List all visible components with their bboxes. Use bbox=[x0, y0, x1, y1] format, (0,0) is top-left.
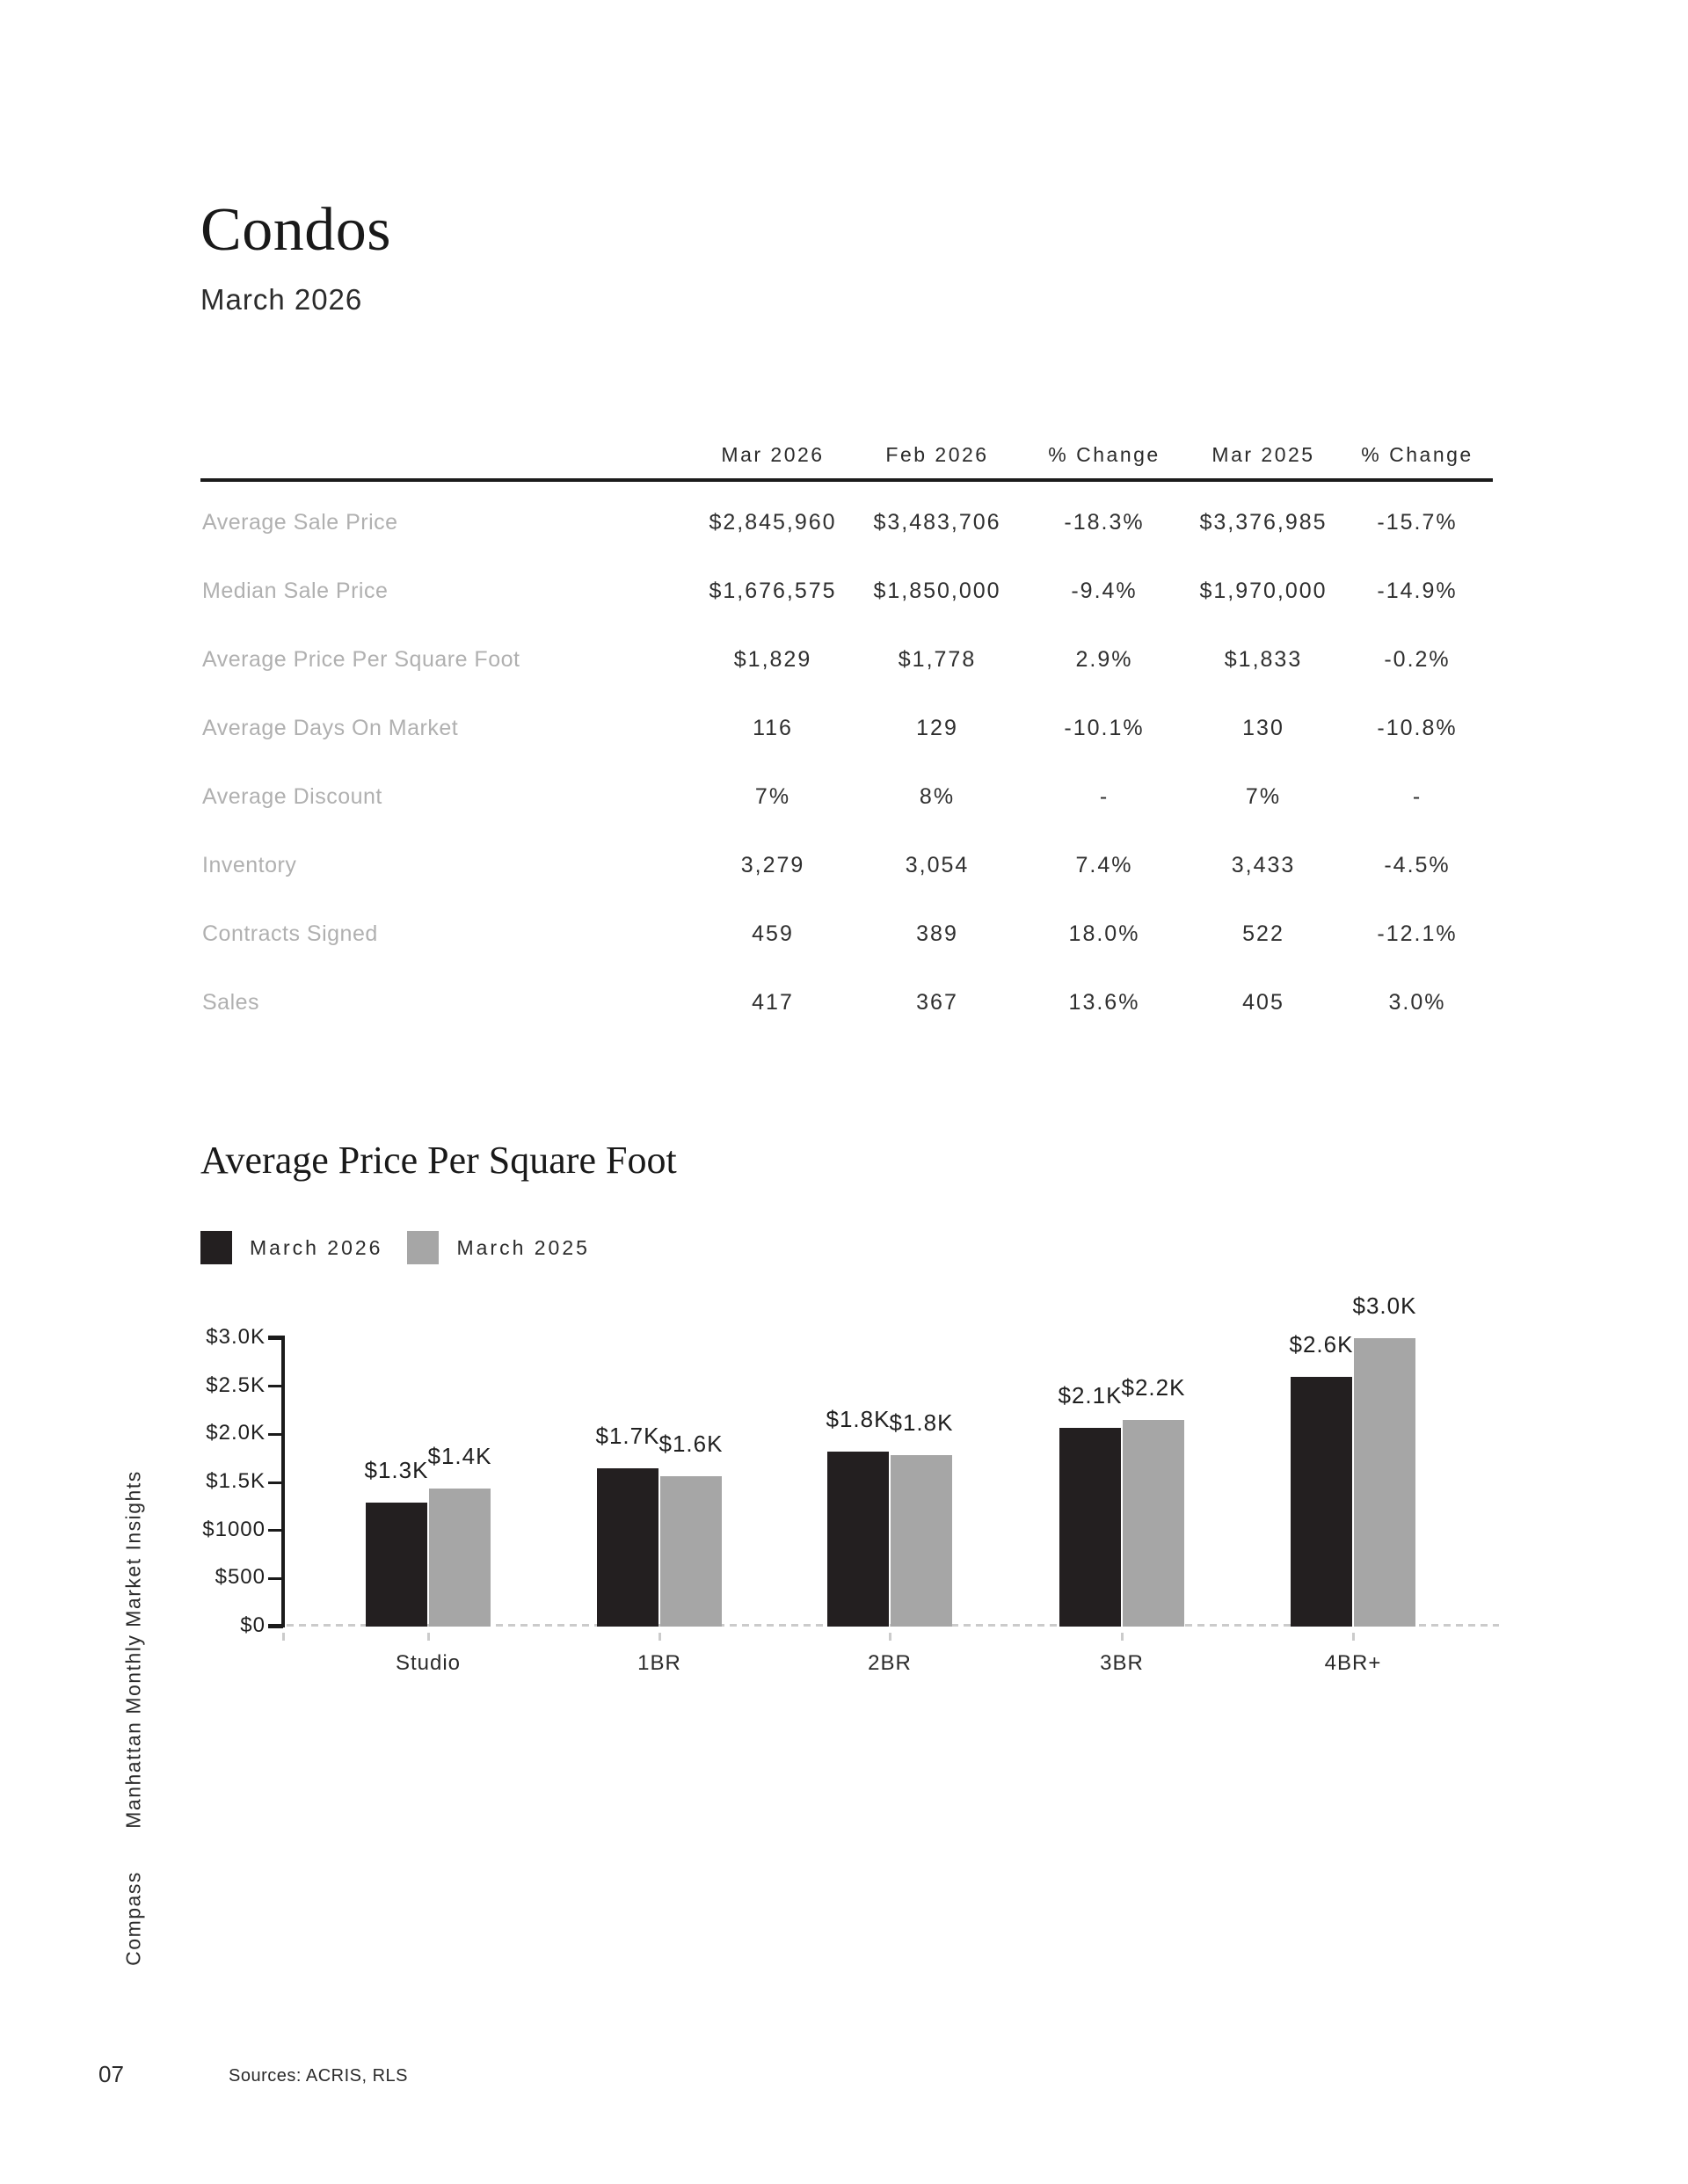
metric-value: -0.2% bbox=[1384, 646, 1451, 672]
category-label: 2BR bbox=[868, 1651, 912, 1675]
column-header: Mar 2026 bbox=[721, 442, 825, 466]
metric-value: $1,833 bbox=[1224, 646, 1303, 672]
y-axis-tick-label: $1000 bbox=[202, 1517, 266, 1541]
y-axis-tick bbox=[268, 1481, 283, 1484]
bar-value-label: $1.8K bbox=[889, 1409, 954, 1436]
bar-march-2025 bbox=[1354, 1338, 1415, 1627]
legend-item bbox=[407, 1231, 589, 1264]
metric-label: Average Sale Price bbox=[202, 509, 398, 535]
bar-march-2025 bbox=[891, 1455, 952, 1627]
metric-value: 405 bbox=[1242, 989, 1284, 1015]
page-title: Condos bbox=[200, 196, 391, 264]
metric-value: 417 bbox=[752, 989, 794, 1015]
x-axis-subtick bbox=[427, 1633, 430, 1641]
metric-value: 8% bbox=[919, 783, 956, 809]
metric-label: Contracts Signed bbox=[202, 921, 378, 946]
metric-row bbox=[200, 488, 1493, 557]
bar-march-2026 bbox=[1291, 1377, 1352, 1627]
y-axis-tick-label: $500 bbox=[215, 1565, 266, 1590]
y-axis-tick bbox=[268, 1385, 283, 1387]
x-axis-subtick bbox=[1121, 1633, 1124, 1641]
bar-march-2026 bbox=[1059, 1428, 1121, 1627]
metric-value: 367 bbox=[916, 989, 958, 1015]
legend-swatch bbox=[407, 1231, 439, 1264]
metric-value: $3,483,706 bbox=[873, 509, 1001, 535]
metric-label: Sales bbox=[202, 989, 260, 1015]
bar-march-2025 bbox=[1123, 1420, 1184, 1627]
metric-row bbox=[200, 899, 1493, 968]
metric-value: -4.5% bbox=[1384, 852, 1451, 877]
legend-item bbox=[200, 1231, 382, 1264]
metric-label: Average Discount bbox=[202, 783, 382, 809]
category-label: 1BR bbox=[637, 1651, 681, 1675]
metric-value: -18.3% bbox=[1064, 509, 1145, 535]
y-axis-tick bbox=[268, 1624, 283, 1628]
metric-row bbox=[200, 762, 1493, 831]
metric-row bbox=[200, 625, 1493, 694]
metric-value: $2,845,960 bbox=[709, 509, 837, 535]
metric-value: 7% bbox=[754, 783, 791, 809]
table-body bbox=[200, 482, 1493, 1037]
stats-table bbox=[200, 431, 1493, 1037]
category-label: 4BR+ bbox=[1324, 1651, 1382, 1675]
bar-value-label: $2.1K bbox=[1058, 1382, 1123, 1409]
metric-value: 3,054 bbox=[905, 852, 970, 877]
metric-value: $1,829 bbox=[733, 646, 812, 672]
metric-value: $3,376,985 bbox=[1199, 509, 1328, 535]
metric-value: -9.4% bbox=[1071, 578, 1138, 603]
metric-value: 459 bbox=[752, 921, 794, 946]
metric-value: $1,676,575 bbox=[709, 578, 837, 603]
bar-value-label: $2.6K bbox=[1289, 1331, 1354, 1358]
column-header: % Change bbox=[1361, 442, 1473, 466]
metric-value: 7.4% bbox=[1075, 852, 1133, 877]
legend-label: March 2026 bbox=[250, 1235, 383, 1259]
metric-row bbox=[200, 831, 1493, 899]
x-axis-subtick bbox=[1352, 1633, 1355, 1641]
y-axis-tick bbox=[268, 1577, 283, 1580]
metric-value: -12.1% bbox=[1377, 921, 1458, 946]
bar-value-label: $1.3K bbox=[364, 1457, 429, 1483]
sidebar-report-title: Manhattan Monthly Market Insights bbox=[121, 1470, 145, 1829]
chart-section-title: Average Price Per Square Foot bbox=[200, 1139, 677, 1182]
bar-march-2026 bbox=[827, 1452, 889, 1627]
metric-label: Average Days On Market bbox=[202, 715, 459, 740]
metric-value: -10.8% bbox=[1377, 715, 1458, 740]
x-axis-subtick bbox=[658, 1633, 661, 1641]
metric-value: - bbox=[1099, 783, 1110, 809]
column-header: % Change bbox=[1048, 442, 1160, 466]
x-axis-subtick bbox=[889, 1633, 891, 1641]
metric-value: 2.9% bbox=[1075, 646, 1133, 672]
metric-label: Average Price Per Square Foot bbox=[202, 646, 520, 672]
metric-value: - bbox=[1412, 783, 1422, 809]
metric-label: Inventory bbox=[202, 852, 297, 877]
metric-label: Median Sale Price bbox=[202, 578, 389, 603]
legend-swatch bbox=[200, 1231, 232, 1264]
metric-value: -14.9% bbox=[1377, 578, 1458, 603]
metric-value: 3.0% bbox=[1388, 989, 1446, 1015]
y-axis-tick-label: $1.5K bbox=[206, 1469, 266, 1493]
page-number: 07 bbox=[98, 2061, 124, 2087]
y-axis-tick-label: $2.0K bbox=[206, 1421, 266, 1445]
bar-march-2025 bbox=[429, 1489, 491, 1627]
metric-value: 7% bbox=[1245, 783, 1282, 809]
bar-value-label: $1.7K bbox=[595, 1423, 660, 1449]
bar-value-label: $3.0K bbox=[1352, 1292, 1417, 1319]
metric-value: 116 bbox=[753, 715, 793, 740]
bar-march-2026 bbox=[366, 1503, 427, 1627]
y-axis-tick bbox=[268, 1433, 283, 1436]
metric-value: 13.6% bbox=[1068, 989, 1140, 1015]
table-header-row bbox=[200, 431, 1493, 478]
metric-value: 129 bbox=[916, 715, 958, 740]
y-axis-tick-label: $2.5K bbox=[206, 1372, 266, 1397]
metric-value: $1,850,000 bbox=[873, 578, 1001, 603]
y-axis-tick bbox=[268, 1529, 283, 1532]
metric-value: 130 bbox=[1242, 715, 1284, 740]
category-label: 3BR bbox=[1100, 1651, 1144, 1675]
metric-row bbox=[200, 557, 1493, 625]
column-header: Mar 2025 bbox=[1211, 442, 1315, 466]
y-axis-tick-label: $3.0K bbox=[206, 1325, 266, 1349]
sidebar-brand-logo: Compass bbox=[121, 1871, 145, 1966]
metric-value: 18.0% bbox=[1068, 921, 1140, 946]
metric-row bbox=[200, 968, 1493, 1037]
page-subtitle: March 2026 bbox=[200, 283, 363, 316]
bar-march-2026 bbox=[597, 1468, 658, 1627]
metric-value: -10.1% bbox=[1064, 715, 1145, 740]
bar-value-label: $2.2K bbox=[1121, 1374, 1186, 1401]
metric-value: 389 bbox=[916, 921, 958, 946]
category-label: Studio bbox=[395, 1651, 462, 1675]
bar-march-2025 bbox=[660, 1476, 722, 1627]
metric-value: 522 bbox=[1242, 921, 1284, 946]
chart-legend bbox=[200, 1231, 590, 1264]
bar-value-label: $1.6K bbox=[658, 1431, 724, 1457]
legend-label: March 2025 bbox=[456, 1235, 590, 1259]
metric-value: 3,433 bbox=[1231, 852, 1296, 877]
metric-value: $1,970,000 bbox=[1199, 578, 1328, 603]
metric-value: -15.7% bbox=[1377, 509, 1458, 535]
column-header: Feb 2026 bbox=[885, 442, 989, 466]
bar-value-label: $1.8K bbox=[826, 1406, 891, 1432]
metric-value: $1,778 bbox=[898, 646, 977, 672]
metric-row bbox=[200, 694, 1493, 762]
x-axis-subtick bbox=[282, 1633, 285, 1641]
y-axis-tick bbox=[268, 1336, 283, 1340]
metric-value: 3,279 bbox=[740, 852, 805, 877]
y-axis-tick-label: $0 bbox=[240, 1613, 266, 1637]
sources-note: Sources: ACRIS, RLS bbox=[229, 2066, 409, 2086]
x-axis-baseline bbox=[287, 1624, 1499, 1627]
y-axis-line bbox=[281, 1336, 285, 1627]
bar-value-label: $1.4K bbox=[427, 1443, 492, 1469]
